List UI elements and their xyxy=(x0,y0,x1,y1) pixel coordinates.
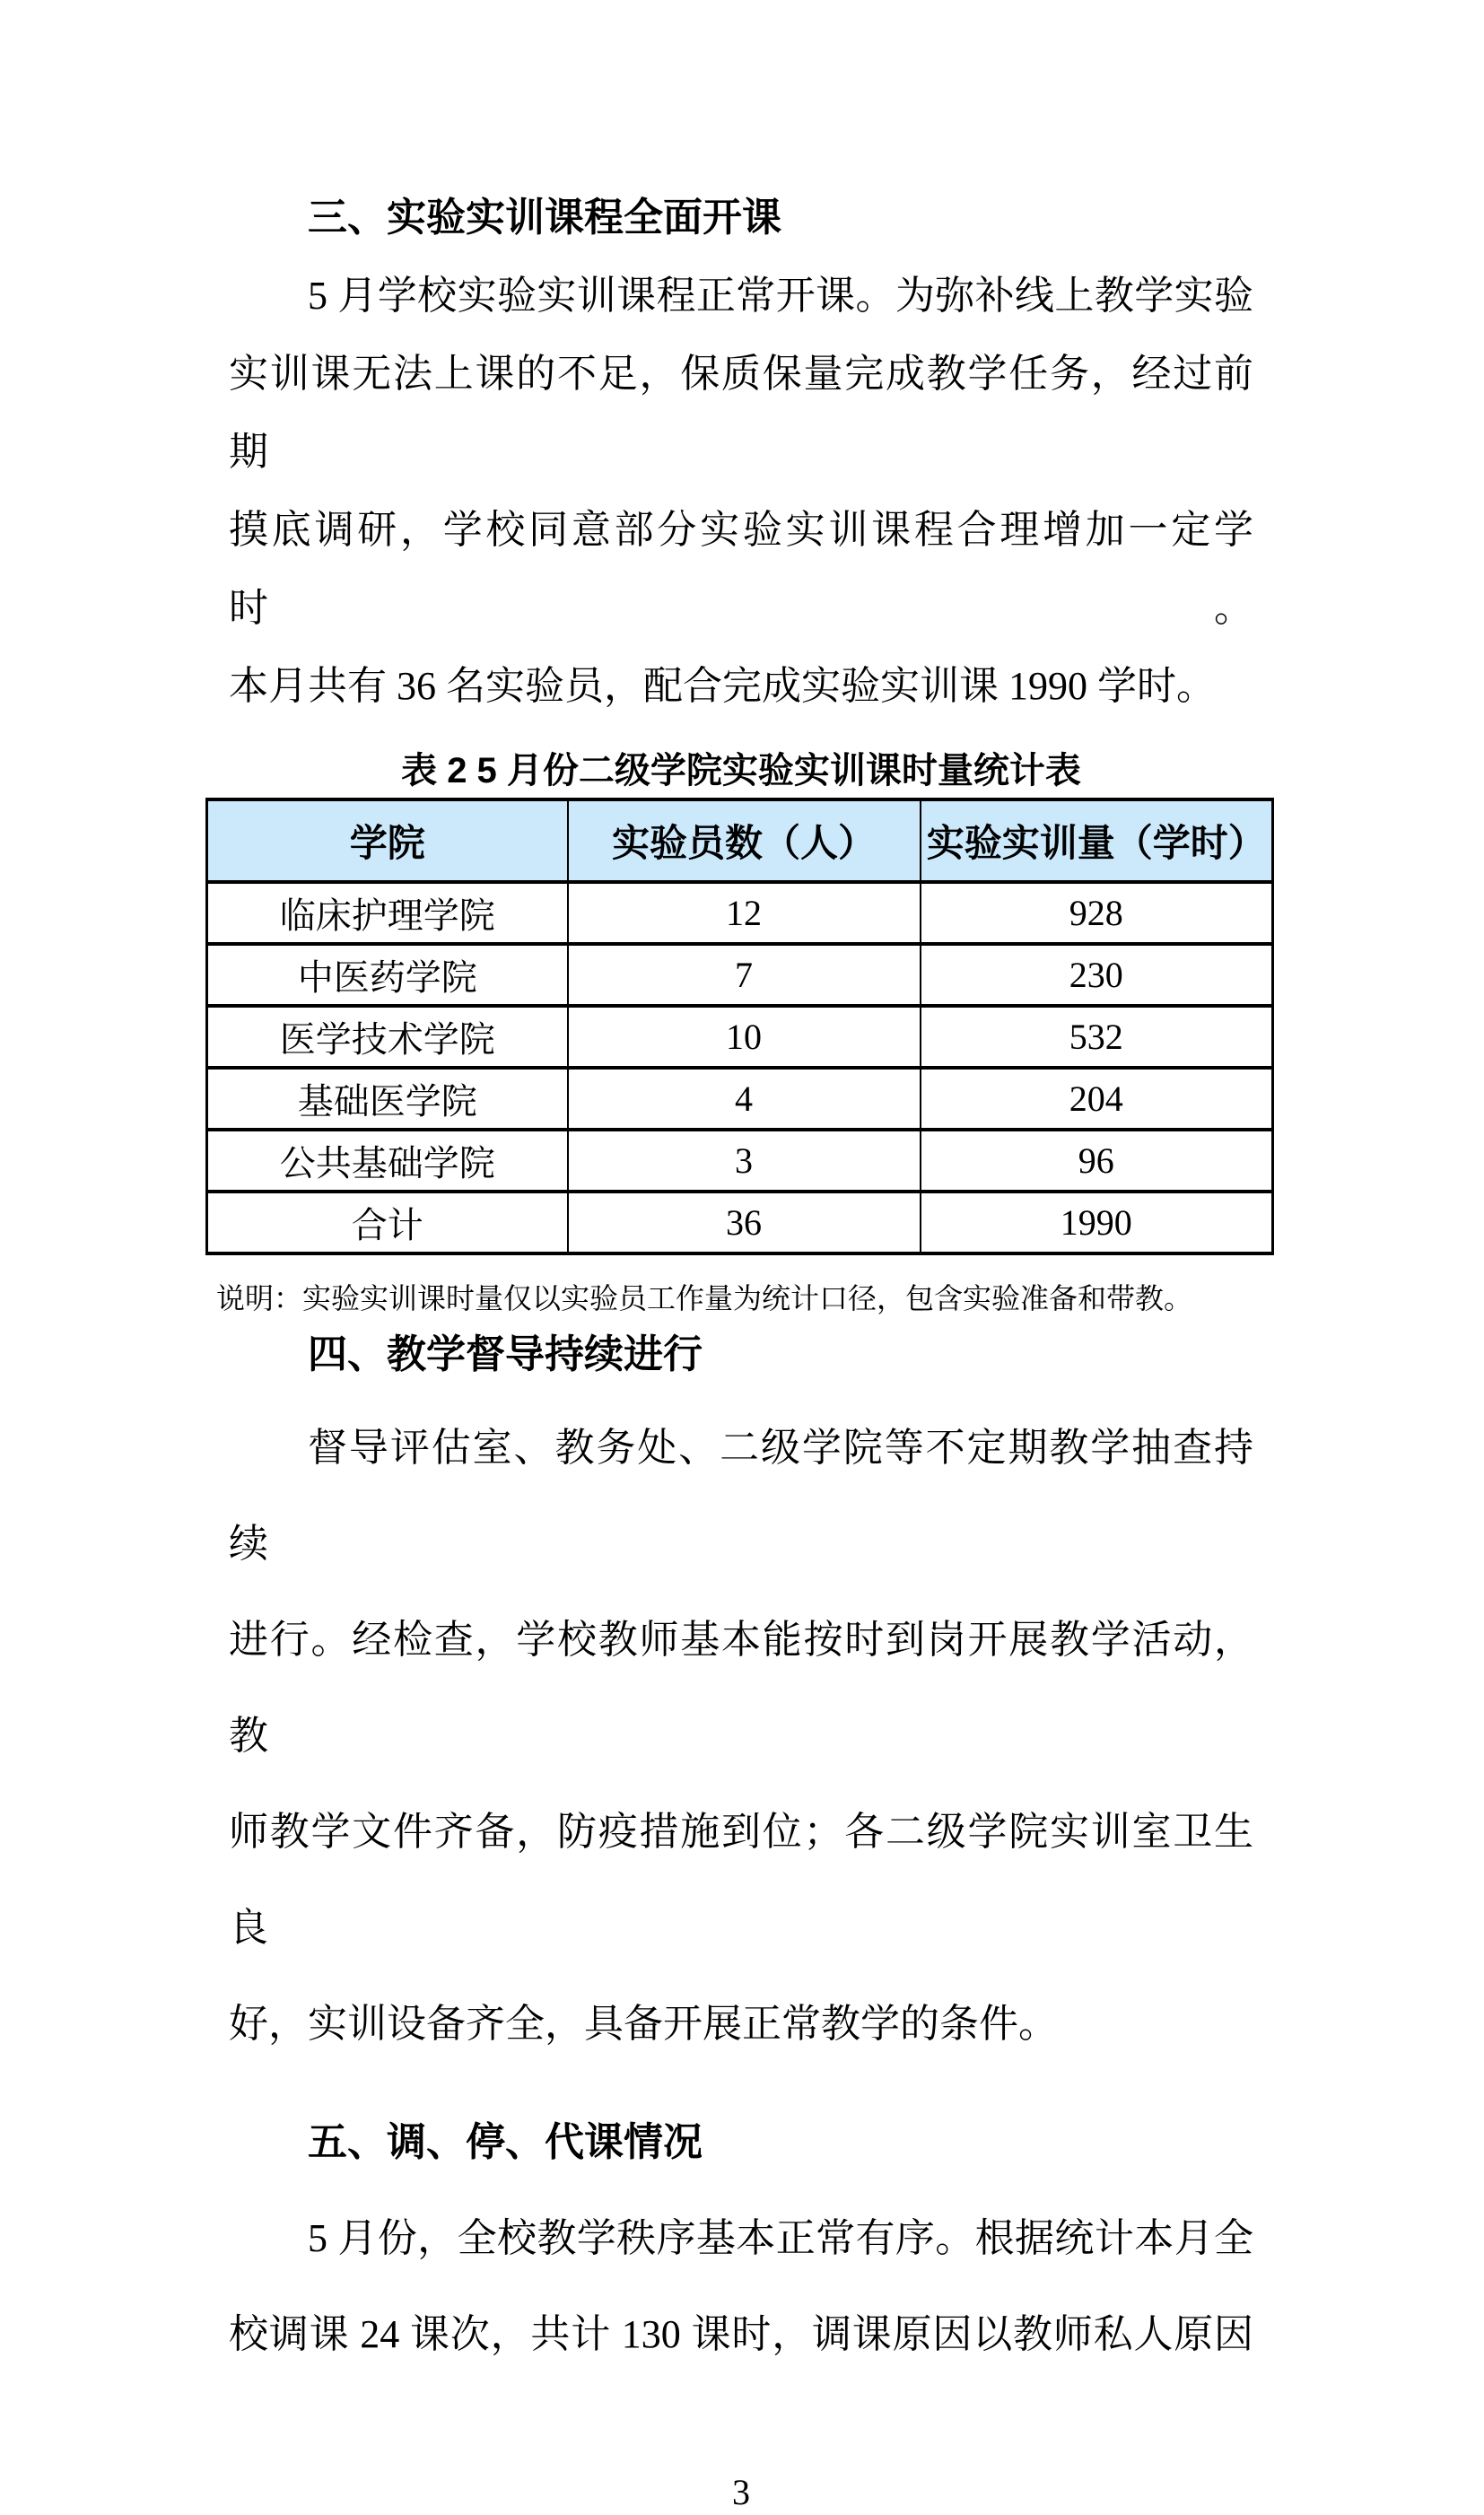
paragraph-line: 5 月份，全校教学秩序基本正常有序。根据统计本月全 xyxy=(308,2216,1253,2260)
header-college: 学院 xyxy=(207,799,568,882)
cell-hours: 230 xyxy=(921,944,1273,1006)
cell-college: 合计 xyxy=(207,1192,568,1253)
paragraph-line xyxy=(229,257,1253,335)
table-note: 说明：实验实训课时量仅以实验员工作量为统计口径，包含实验准备和带教。 xyxy=(216,1282,1193,1314)
cell-hours: 532 xyxy=(921,1006,1273,1068)
table-header-row xyxy=(207,799,1273,882)
page-content xyxy=(0,179,1484,2515)
cell-staff: 36 xyxy=(568,1192,921,1253)
cell-college: 医学技术学院 xyxy=(207,1006,568,1068)
page-number: 3 xyxy=(732,2472,750,2512)
paragraph-line: 摸底调研，学校同意部分实验实训课程合理增加一定学时。 xyxy=(229,508,1253,630)
table-row xyxy=(207,882,1273,944)
cell-hours: 928 xyxy=(921,882,1273,944)
paragraph-line: 本月共有 36 名实验员，配合完成实验实训课 1990 学时。 xyxy=(229,664,1216,708)
table-row xyxy=(207,1130,1273,1192)
cell-hours: 1990 xyxy=(921,1192,1273,1253)
cell-college: 公共基础学院 xyxy=(207,1130,568,1192)
header-training-hours: 实验实训量（学时） xyxy=(921,799,1273,882)
table-caption: 表 2 5 月份二级学院实验实训课时量统计表 xyxy=(401,751,1081,790)
stats-table xyxy=(205,798,1274,1255)
table-row xyxy=(207,1006,1273,1068)
paragraph-line: 好，实训设备齐全，具备开展正常教学的条件。 xyxy=(229,2002,1058,2046)
table-row xyxy=(207,944,1273,1006)
cell-hours: 96 xyxy=(921,1130,1273,1192)
cell-college: 中医药学院 xyxy=(207,944,568,1006)
cell-college: 临床护理学院 xyxy=(207,882,568,944)
section-4-heading: 四、教学督导持续进行 xyxy=(308,1332,703,1376)
cell-college: 基础医学院 xyxy=(207,1068,568,1130)
paragraph-line: 实训课无法上课的不足，保质保量完成教学任务，经过前期 xyxy=(229,352,1253,474)
paragraph-line: 师教学文件齐备，防疫措施到位；各二级学院实训室卫生良 xyxy=(229,1810,1253,1950)
paragraph-line-text: 5 月学校实验实训课程正常开课。为弥补线上教学实验 xyxy=(308,274,1253,318)
cell-staff: 7 xyxy=(568,944,921,1006)
section-5-heading: 五、调、停、代课情况 xyxy=(308,2120,703,2164)
paragraph-line: 进行。经检查，学校教师基本能按时到岗开展教学活动，教 xyxy=(229,1618,1253,1758)
cell-staff: 3 xyxy=(568,1130,921,1192)
header-staff-count: 实验员数（人） xyxy=(568,799,921,882)
cell-hours: 204 xyxy=(921,1068,1273,1130)
cell-staff: 4 xyxy=(568,1068,921,1130)
table-total-row xyxy=(207,1192,1273,1253)
section-3-heading: 三、实验实训课程全面开课 xyxy=(308,196,781,240)
table-row xyxy=(207,1068,1273,1130)
paragraph-line: 校调课 24 课次，共计 130 课时，调课原因以教师私人原因 xyxy=(229,2312,1253,2356)
paragraph-line: 督导评估室、教务处、二级学院等不定期教学抽查持续 xyxy=(229,1426,1253,1566)
cell-staff: 12 xyxy=(568,882,921,944)
cell-staff: 10 xyxy=(568,1006,921,1068)
document-page xyxy=(0,179,1484,2512)
